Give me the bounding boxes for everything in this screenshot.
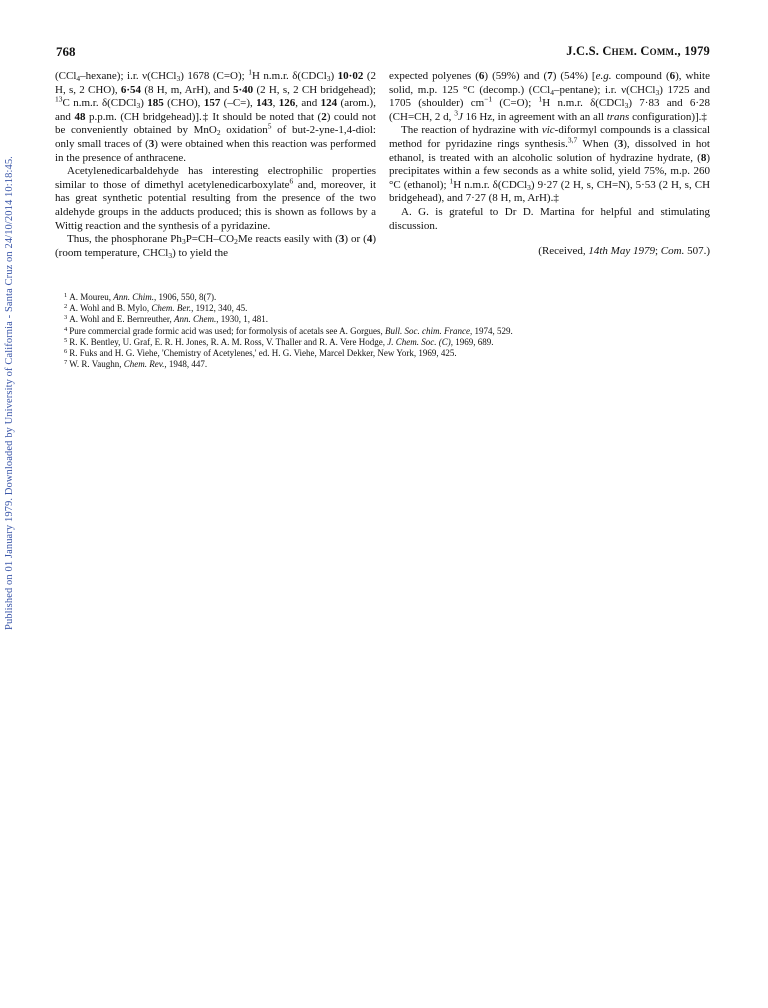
reference-4: $^4$ Pure commercial grade formic acid was used; for formolysis of acetals see A. Gorgues, Bull. Soc. chim. France, 1974, 529. xyxy=(64,325,513,336)
reference-2: $^2$ A. Wohl and B. Mylo, Chem. Ber., 1912, 340, 45. xyxy=(64,303,248,314)
references xyxy=(64,292,714,370)
paragraph-acetylenedicarbaldehyde: Acetylenedicarbaldehyde has interesting electrophilic properties similar to those of dimethyl acetylenedicarboxylate$^6$ and, moreover, it has great synthetic potential resulting from the presence of the two aldehyde groups in the adducts produced; this is shown as follows by a Wittig reaction and the synthesis of a pyridazine. xyxy=(55,165,377,232)
reference-7: $^7$ W. R. Vaughn, Chem. Rev., 1948, 447. xyxy=(64,359,208,370)
reference-3: $^3$ A. Wohl and E. Bernreuther, Ann. Chem., 1930, 1, 481. xyxy=(64,314,268,325)
received-date: (Received, 14th May 1979; Com. 507.) xyxy=(538,245,710,258)
paragraph-spectra: (CCl$_4$–hexane); i.r. ν(CHCl$_3$) 1678 (C=O); $^1$H n.m.r. δ(CDCl$_3$) 10·02 (2 H, s, 2 CHO), 6·54 (8 H, m, ArH), and 5·40 (2 H, s, 2 CH bridgehead); $^{13}$C n.m.r. δ(CDCl$_3$) 185 (CHO), 157 (–C=), 143, 126, and 124 (arom.), and 48 p.p.m. (CH bridgehead)].‡ It should be noted that (2) could not be conveniently obtained by MnO$_2$ oxidation$^5$ of but-2-yne-1,4-diol: only small traces of (3) were obtained when this reaction was performed in the presence of anthracene. xyxy=(55,67,376,164)
paragraph-acknowledgement: A. G. is grateful to Dr D. Martina for helpful and stimulating discussion. xyxy=(389,205,710,232)
journal-name: Chem. Comm. xyxy=(602,44,678,58)
paragraph-phosphorane: Thus, the phosphorane $Ph_3P=CH-CO_2Me$ reacts easily with (3) or (4) (room temperature, CHCl$_3$) to yield the xyxy=(55,233,377,260)
right-column xyxy=(389,70,710,259)
download-notice xyxy=(4,140,18,630)
reference-1: $^1$ A. Moureu, Ann. Chim., 1906, 550, 8(7). xyxy=(64,292,217,302)
paragraph-hydrazine: The reaction of hydrazine with vic-diformyl compounds is a classical method for pyridazine rings synthesis.$^{3,7}$ When (3), dissolved in hot ethanol, is treated with an alcoholic solution of hydrazine hydrate, (8) precipitates within a few seconds as a white solid, yield 75%, m.p. 260 °C (ethanol); $^1$H n.m.r. δ(CDCl$_3$) 9·27 (2 H, s, CH=N), 5·53 (2 H, s, CH bridgehead), and 7·27 (8 H, m, ArH).‡ xyxy=(389,124,711,205)
left-column xyxy=(55,67,377,260)
paragraph-polyenes: expected polyenes (6) (59%) and (7) (54%) [e.g. compound (6), white solid, m.p. 125 °C (decomp.) (CCl$_4$–pentane); i.r. ν(CHCl$_3$) 1725 and 1705 (shoulder) $cm^{-1}$ (C=O); $^1$H n.m.r. δ(CDCl$_3$) 7·83 and 6·28 (CH=CH, 2 d, $^3$J 16 Hz, in agreement with an all trans configuration)].‡ xyxy=(389,70,710,123)
journal-year: , 1979 xyxy=(677,44,710,58)
journal-prefix: J.C.S. xyxy=(566,44,603,58)
journal-header xyxy=(566,44,710,59)
page-number: 768 xyxy=(56,44,76,59)
reference-5: $^5$ R. K. Bentley, U. Graf, E. R. H. Jones, R. A. M. Ross, V. Thaller and R. A. Vere Hodge, J. Chem. Soc. (C), 1969, 689. xyxy=(64,336,494,347)
download-notice-text: Published on 01 January 1979. Downloaded by University of California - Santa Cruz on 24/10/2014 10:18:45. xyxy=(4,156,15,630)
reference-6: $^6$ R. Fuks and H. G. Viehe, 'Chemistry of Acetylenes,' ed. H. G. Viehe, Marcel Dekker, New York, 1969, 425. xyxy=(64,348,457,359)
